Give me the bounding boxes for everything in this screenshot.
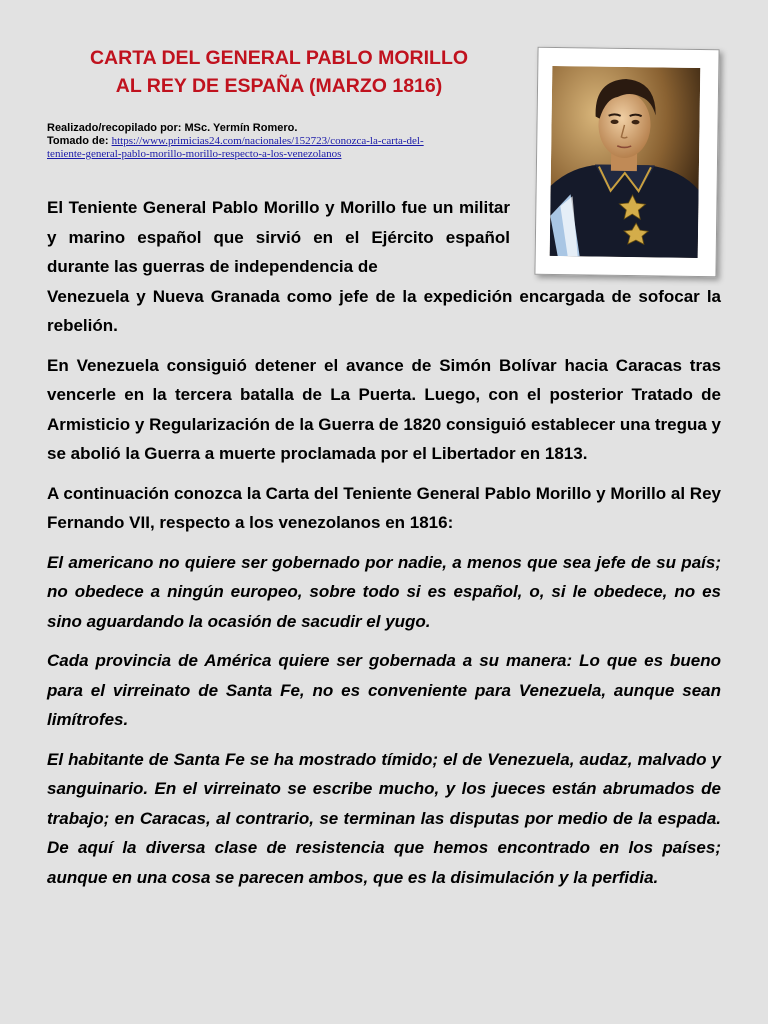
- paragraph-3: A continuación conozca la Carta del Teniente General Pablo Morillo y Morillo al Rey Fernando VII, respecto a los venezolanos en 1816:: [47, 483, 721, 532]
- title-line-2: AL REY DE ESPAÑA (MARZO 1816): [115, 75, 443, 97]
- article-body: [47, 193, 721, 902]
- author-line: Realizado/recopilado por: MSc. Yermín Romero.: [47, 122, 298, 134]
- quote-3: El habitante de Santa Fe se ha mostrado tímido; el de Venezuela, audaz, malvado y sanguinario. En el virreinato se escribe mucho, y los jueces están abrumados de trabajo; en Caracas, al contrario, se terminan las disputas por medio de la espada. De aquí la diversa clase de resistencia que hemos encontrado en los países; aunque en una cosa se parecen ambos, que es la disimulación y la perfidia.: [47, 749, 721, 887]
- source-link-part-2[interactable]: teniente-general-pablo-morillo-morillo-respecto-a-los-venezolanos: [47, 148, 342, 160]
- paragraph-2: En Venezuela consiguió detener el avance de Simón Bolívar hacia Caracas tras vencerle en la tercera batalla de La Puerta. Luego, con el posterior Tratado de Armisticio y Regularización de la Guerra de 1820 consiguió establecer una tregua y se abolió la Guerra a muerte proclamada por el Libertador en 1813.: [47, 355, 721, 463]
- source-link-part-1[interactable]: https://www.primicias24.com/nacionales/152723/conozca-la-carta-del-: [111, 135, 424, 147]
- title-line-1: CARTA DEL GENERAL PABLO MORILLO: [89, 47, 469, 69]
- paragraph-1-end: Venezuela y Nueva Granada como jefe de la expedición encargada de sofocar la rebelión.: [47, 286, 721, 335]
- document-title: [40, 44, 518, 100]
- source-label: Tomado de:: [47, 135, 109, 147]
- quote-2: Cada provincia de América quiere ser gobernada a su manera: Lo que es bueno para el virreinato de Santa Fe, no es conveniente para Venezuela, aunque sean limítrofes.: [47, 651, 721, 729]
- paragraph-1-start: El Teniente General Pablo Morillo y Morillo fue un militar y marino español que sirvió en el Ejército español durante las guerras de independencia de: [47, 198, 510, 276]
- quote-1: El americano no quiere ser gobernado por nadie, a menos que sea jefe de su país; no obedece a ningún europeo, sobre todo si es español, o, si le obedece, no es sino aguardando la ocasión de sacudir el yugo.: [47, 552, 721, 631]
- credits-block: [47, 122, 517, 161]
